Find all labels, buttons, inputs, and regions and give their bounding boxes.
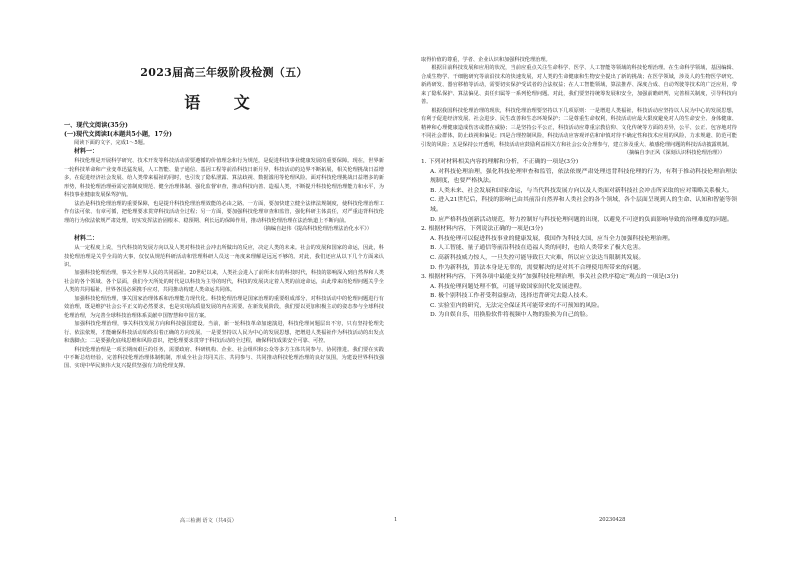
paragraph: 加强科技伦理治理，事关科技发展方向和科技强国建设。当前，新一轮科技革命加速演进，科技伦理问题层出不穷，只有坚持伦理先行、依法依规，才能确保科技活动始终沿着正确的方向发展。一是要坚持以人民为中心的发展思想，把增进人类福祉作为科技活动的出发点和落脚点；二是要强化底线思维和风险意识，把伦理要求贯穿于科技活动的全过程，确保科技成果安全可靠、可控。 [64, 321, 384, 345]
question-stem: 3. 根据材料内容，下列各项中最能支持“加强科技伦理治理，事关社会秩序稳定”观点的一项是(3分) [421, 274, 679, 281]
paragraph: 法治是科技伦理治理的重要保障，也是提升科技伦理治理效能的必由之路。一方面，要加快建立健全法律法规制度，使科技伦理治理工作有法可依、有章可循，把伦理要求贯穿科技活动全过程；另一方面，要加强科技伦理审查和监管，强化科研主体责任，对严重违背科技伦理的行为依法依规严肃处理，切实发挥法治固根本、稳预期、利长远的保障作用，推动科技伦理治理在法治轨道上不断向前。 [64, 200, 384, 224]
footer-date-code: 20230428 [599, 517, 626, 523]
paragraph: 根据目前科技发展和应用的状况，当前应重点关注生命科学、医学、人工智能等领域的科技伦理治理。在生命科学领域，基因编辑、合成生物学、干细胞研究等前沿技术的快速发展，对人类的生命健康和生物安全提出了新的挑战；在医学领域，涉及人的生物医学研究、新药研发、器官移植等活动，需要切实保护受试者的合法权益；在人工智能领域，算法推荐、深度合成、自动驾驶等技术的广泛应用，带来了隐私保护、算法偏见、责任归属等一系列伦理问题。对此，我们要坚持统筹发展和安全，加强前瞻研判，完善相关制度，引导科技向善。 [421, 65, 737, 106]
left-column [64, 0, 384, 562]
answer-option: D. 为自娱自乐，用换脸软件将视频中人物的脸换为自己的脸。 [430, 312, 592, 319]
subject-title: 语 文 [184, 93, 264, 112]
answer-option: C. 实验室内的研究，无法完全保证其可能带来的不可预知的风险。 [430, 302, 603, 309]
section-heading: 一、现代文阅读(35分) [64, 122, 128, 129]
right-column [421, 0, 737, 562]
question-stem: 2. 根据材料内容，下列说法正确的一项是(3分) [421, 226, 543, 233]
paragraph: 加强科技伦理治理，事关国家治理体系和治理能力现代化。科技伦理治理是国家治理的重要组成部分，对科技活动中的伦理问题进行有效治理，既是维护社会公平正义的必然要求，也是实现高质量发展的内在需要。在新发展阶段，我们要以更加积极主动的姿态参与全球科技伦理治理，为完善全球科技治理体系贡献中国智慧和中国方案。 [64, 295, 384, 319]
material-label: 材料一： [74, 148, 99, 156]
answer-option: B. 人工智能、量子通信等前沿科技在造福人类的同时，也给人类带来了极大危害。 [430, 245, 645, 252]
answer-option: C. 进入21世纪后，科技的影响已由其前沿自然界和人类社会的各个领域，各个层面呈现到人的生命、认知和智能等领域。 [430, 197, 737, 213]
answer-option: B. 极个别科技工作者受利益驱动，选择违背研究去隐人技术。 [430, 293, 592, 300]
paragraph: 取得价值的尊重，学者、企业认识和加强科技伦理治理。 [421, 57, 551, 63]
material-label: 材料二： [74, 235, 99, 243]
paragraph: 科技伦理治理是一项长期而艰巨的任务，需要政府、科研机构、企业、社会组织和公众等多方主体共同参与、协同推进。我们要在实践中不断总结经验，完善科技伦理治理体制机制，形成全社会共同关注、共同参与、共同推动科技伦理治理的良好氛围，为建设世界科技强国、实现中华民族伟大复兴提供坚强有力的伦理支撑。 [64, 346, 384, 370]
instruction: 阅读下面的文字，完成1～5题。 [74, 140, 149, 146]
answer-option: C. 高新科技威力惊人，一旦失控可能导致巨大灾难，所以应立法达当限制其发展。 [430, 254, 645, 261]
answer-option: D. 应严格科技创新活动规范，努力控制好与科技伦理问题的出现，以避免不可逆的负面影响导致的治理难度的问题。 [430, 216, 733, 223]
answer-option: B. 人类未来、社会发展和国家命运，与当代科技发展方向以及人类面对新科技社会冲击所采取的应对策略关系极大。 [430, 187, 733, 194]
paragraph: 根据我国科技伦理治理的现状，科技伦理治理要坚持以下几项原则：一是增进人类福祉，科技活动应坚持以人民为中心的发展思想，有利于促进经济发展、社会进步、民生改善和生态环境保护；二是尊重生命权利，科技活动应最大限度避免对人的生命安全、身体健康、精神和心理健康造成伤害或潜在威胁；三是坚持公平公正，科技活动应尊重宗教信仰、文化传统等方面的差异，公平、公正、包容地对待不同社会群体，防止歧视和偏见；四是合理控制风险，科技活动应客观评估和审慎对待不确定性和技术应用的风险，力求规避、防范可能引发的风险；五是保持公开透明，科技活动应鼓励利益相关方和社会公众合理参与，建立涉及重大、敏感伦理问题的科技活动披露机制。 [421, 107, 737, 148]
source-citation: （摘编自赵伟《提高科技伦理治理法治化水平》） [260, 226, 372, 233]
answer-option: A. 科技伦理问题处理不慎，可能导致国家间代化发展进程。 [430, 283, 586, 290]
footer-page-number: 1 [394, 517, 398, 523]
subsection-heading: (一)现代文阅读Ⅰ(本题共5小题，17分) [64, 131, 172, 138]
question-stem: 1. 下列对材料相关内容的理解和分析，不正确的一项是(3分) [421, 158, 579, 165]
exam-title: 2023届高三年级阶段检测（五） [140, 66, 308, 79]
paragraph: 加强科技伦理治理，事关全世界人民的共同福祉。20世纪以来，人类社会进入了前所未有的科技时代，科技的影响深入到自然界和人类社会的各个领域、各个层面，我们今天所处的时代是以科技为主导的时代，科技的发展决定着人类的前途命运，由此带来的伦理问题关乎全人类的共同福祉，世界各国必须携手应对，共同推动构建人类命运共同体。 [64, 270, 384, 294]
answer-option: D. 作为新科技，算法本身是无辜的，需要解决的是对其不合理使用所带来的问题。 [430, 264, 645, 271]
source-citation: （摘编自李正风《深刻认识科技伦理治理》） [623, 149, 725, 156]
answer-option: A. 科技伦理可以促进科技事业的健康发展，我国作为科技大国，应当全力加强科技伦理治理。 [430, 235, 674, 242]
paragraph: 从一定程度上说，当代科技的发展方向以及人类对科技社会冲击所做出的反应，决定人类的未来。社会的发展和国家的命运，因此，科技伦理治理是关乎全局的大事，仅仅从规范科研活动和管理科研人员这一角度来理解是远远不够的。对此，我们还应从以下几个方面来认识。 [64, 245, 384, 268]
paragraph: 科技伦理是开展科学研究、技术开发等科技活动需要遵循的价值理念和行为规范，是促进科技事业健康发展的重要保障。现在，世界新一轮科技革命和产业变革迅猛发展，人工智能、量子通信、基因工程等前沿科技日新月异，科技活动的边界不断拓展，相关伦理挑战日益增多，在促进经济社会发展、给人类带来福祉的同时，也引发了隐私泄露、算法歧视、数据滥用等伦理风险。面对科技伦理挑战日益增多的新形势，科技伦理治理亟需完善制度规范、健全治理体制、强化监督审查，推动科技向善、造福人类，不断提升科技伦理治理能力和水平，为科技事业健康发展保驾护航。 [64, 158, 384, 199]
footer-exam-info: 高三检测 语文（共4页） [180, 518, 237, 524]
answer-option: A. 对科技伦理治理，强化科技伦理审查和监管，依法依规严肃处理违背科技伦理的行为，有利于推动科技伦理治理法规制度，也要严格执法。 [430, 168, 737, 185]
